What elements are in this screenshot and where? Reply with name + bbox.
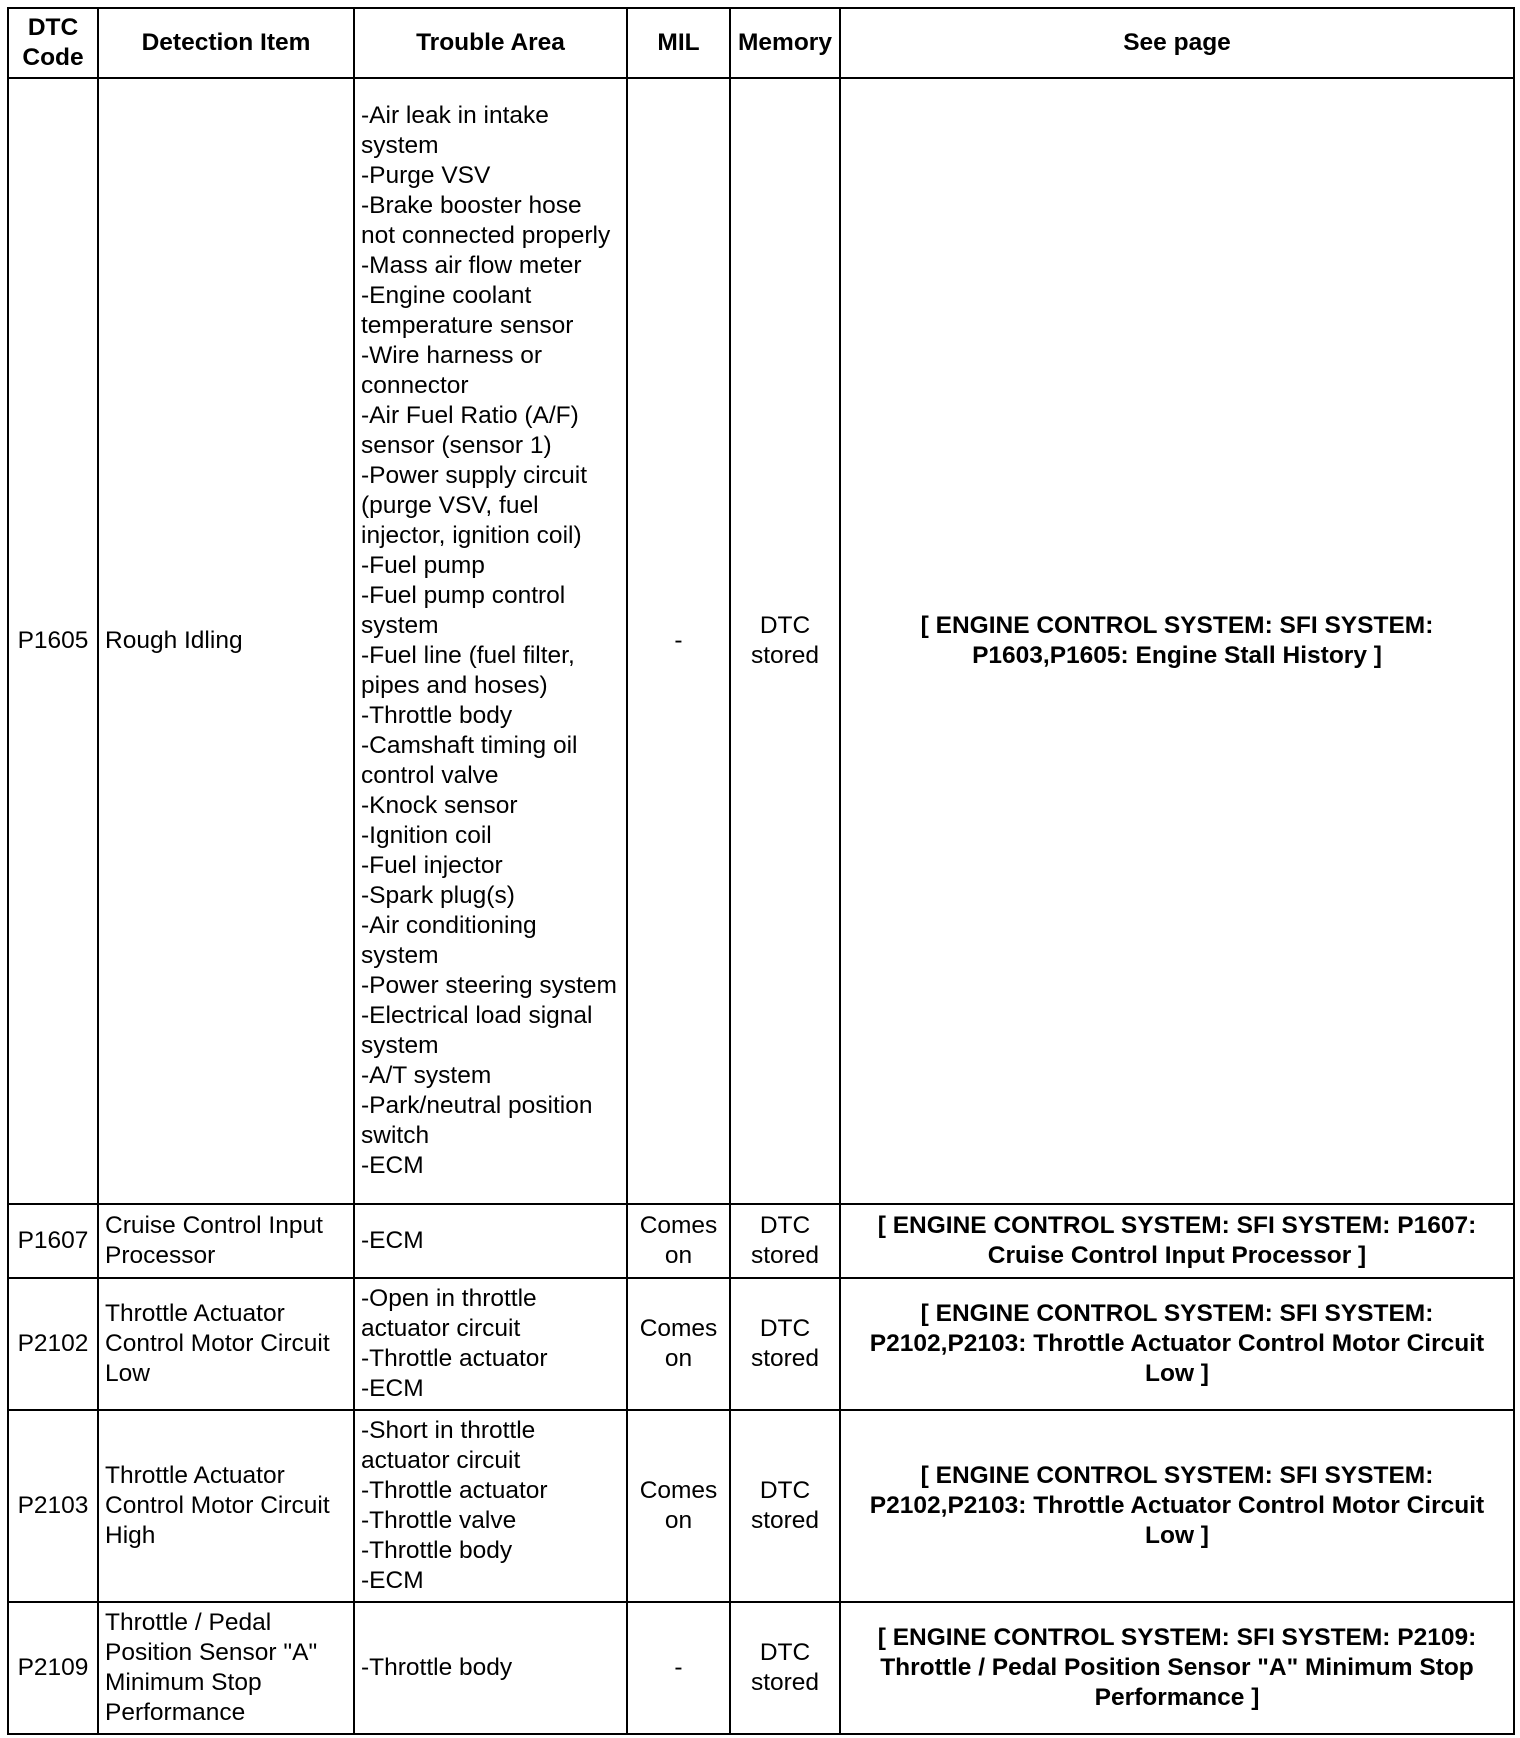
trouble-item: -Brake booster hose not connected properly (361, 192, 611, 249)
detection-item: Throttle / Pedal Position Sensor "A" Minimum Stop Performance (98, 1602, 354, 1734)
trouble-item: -Mass air flow meter (361, 252, 582, 279)
trouble-item: -Throttle body (361, 1654, 513, 1681)
memory-status: DTC stored (730, 1602, 840, 1734)
see-page-cell (840, 1278, 1514, 1410)
see-page-cell (840, 78, 1514, 1204)
trouble-area (354, 1204, 627, 1278)
trouble-item: -Power steering system (361, 972, 617, 999)
header-trouble-area: Trouble Area (354, 8, 627, 78)
detection-item: Rough Idling (98, 78, 354, 1204)
trouble-item: -Camshaft timing oil control valve (361, 732, 578, 789)
memory-status: DTC stored (730, 78, 840, 1204)
trouble-item: -Throttle actuator (361, 1345, 548, 1372)
detection-item: Throttle Actuator Control Motor Circuit High (98, 1410, 354, 1602)
trouble-item: -ECM (361, 1152, 424, 1179)
trouble-item: -Air Fuel Ratio (A/F) sensor (sensor 1) (361, 402, 579, 459)
trouble-item: -ECM (361, 1567, 424, 1594)
table-row (8, 1204, 1514, 1278)
trouble-area (354, 1410, 627, 1602)
mil-status: - (627, 1602, 730, 1734)
see-page-link[interactable]: [ ENGINE CONTROL SYSTEM: SFI SYSTEM: P2102,P2103: Throttle Actuator Control Motor Circuit Low ] (869, 1462, 1485, 1549)
trouble-item: -ECM (361, 1375, 424, 1402)
trouble-item: -Knock sensor (361, 792, 518, 819)
trouble-item: -Throttle actuator (361, 1477, 548, 1504)
memory-status: DTC stored (730, 1204, 840, 1278)
trouble-item: -Wire harness or connector (361, 342, 543, 399)
table-header-row (8, 8, 1514, 78)
trouble-item: -Open in throttle actuator circuit (361, 1285, 537, 1342)
memory-status: DTC stored (730, 1278, 840, 1410)
header-mil: MIL (627, 8, 730, 78)
see-page-link[interactable]: [ ENGINE CONTROL SYSTEM: SFI SYSTEM: P1603,P1605: Engine Stall History ] (920, 612, 1434, 669)
trouble-item: -Fuel line (fuel filter, pipes and hoses) (361, 642, 575, 699)
trouble-area (354, 78, 627, 1204)
detection-item: Throttle Actuator Control Motor Circuit Low (98, 1278, 354, 1410)
table-row (8, 78, 1514, 1204)
trouble-item: -Fuel injector (361, 852, 503, 879)
dtc-code: P1605 (8, 78, 98, 1204)
trouble-item: -Fuel pump control system (361, 582, 566, 639)
trouble-item: -Fuel pump (361, 552, 485, 579)
trouble-item: -A/T system (361, 1062, 492, 1089)
dtc-table (7, 7, 1515, 1735)
trouble-item: -Engine coolant temperature sensor (361, 282, 574, 339)
memory-status: DTC stored (730, 1410, 840, 1602)
dtc-code: P2103 (8, 1410, 98, 1602)
dtc-code: P1607 (8, 1204, 98, 1278)
trouble-item: -Electrical load signal system (361, 1002, 593, 1059)
table-row (8, 1602, 1514, 1734)
trouble-item: -Air leak in intake system (361, 102, 549, 159)
see-page-link[interactable]: [ ENGINE CONTROL SYSTEM: SFI SYSTEM: P2102,P2103: Throttle Actuator Control Motor Circuit Low ] (869, 1300, 1485, 1387)
trouble-item: -Throttle body (361, 702, 513, 729)
trouble-item: -Power supply circuit (purge VSV, fuel injector, ignition coil) (361, 462, 588, 549)
mil-status: Comes on (627, 1278, 730, 1410)
see-page-cell (840, 1204, 1514, 1278)
trouble-item: -ECM (361, 1227, 424, 1254)
detection-item: Cruise Control Input Processor (98, 1204, 354, 1278)
header-detection-item: Detection Item (98, 8, 354, 78)
table-row (8, 1278, 1514, 1410)
mil-status: Comes on (627, 1410, 730, 1602)
header-memory: Memory (730, 8, 840, 78)
see-page-link[interactable]: [ ENGINE CONTROL SYSTEM: SFI SYSTEM: P2109: Throttle / Pedal Position Sensor "A" Minimum Stop Performance ] (877, 1624, 1477, 1711)
trouble-area (354, 1278, 627, 1410)
trouble-item: -Spark plug(s) (361, 882, 515, 909)
trouble-area (354, 1602, 627, 1734)
header-dtc-code: DTC Code (8, 8, 98, 78)
trouble-item: -Ignition coil (361, 822, 492, 849)
trouble-item: -Purge VSV (361, 162, 491, 189)
trouble-item: -Throttle valve (361, 1507, 517, 1534)
see-page-cell (840, 1410, 1514, 1602)
mil-status: Comes on (627, 1204, 730, 1278)
trouble-item: -Throttle body (361, 1537, 513, 1564)
dtc-code: P2109 (8, 1602, 98, 1734)
trouble-item: -Park/neutral position switch (361, 1092, 593, 1149)
trouble-item: -Short in throttle actuator circuit (361, 1417, 536, 1474)
see-page-cell (840, 1602, 1514, 1734)
mil-status: - (627, 78, 730, 1204)
trouble-item: -Air conditioning system (361, 912, 537, 969)
dtc-code: P2102 (8, 1278, 98, 1410)
see-page-link[interactable]: [ ENGINE CONTROL SYSTEM: SFI SYSTEM: P1607: Cruise Control Input Processor ] (877, 1212, 1477, 1269)
header-see-page: See page (840, 8, 1514, 78)
table-row (8, 1410, 1514, 1602)
